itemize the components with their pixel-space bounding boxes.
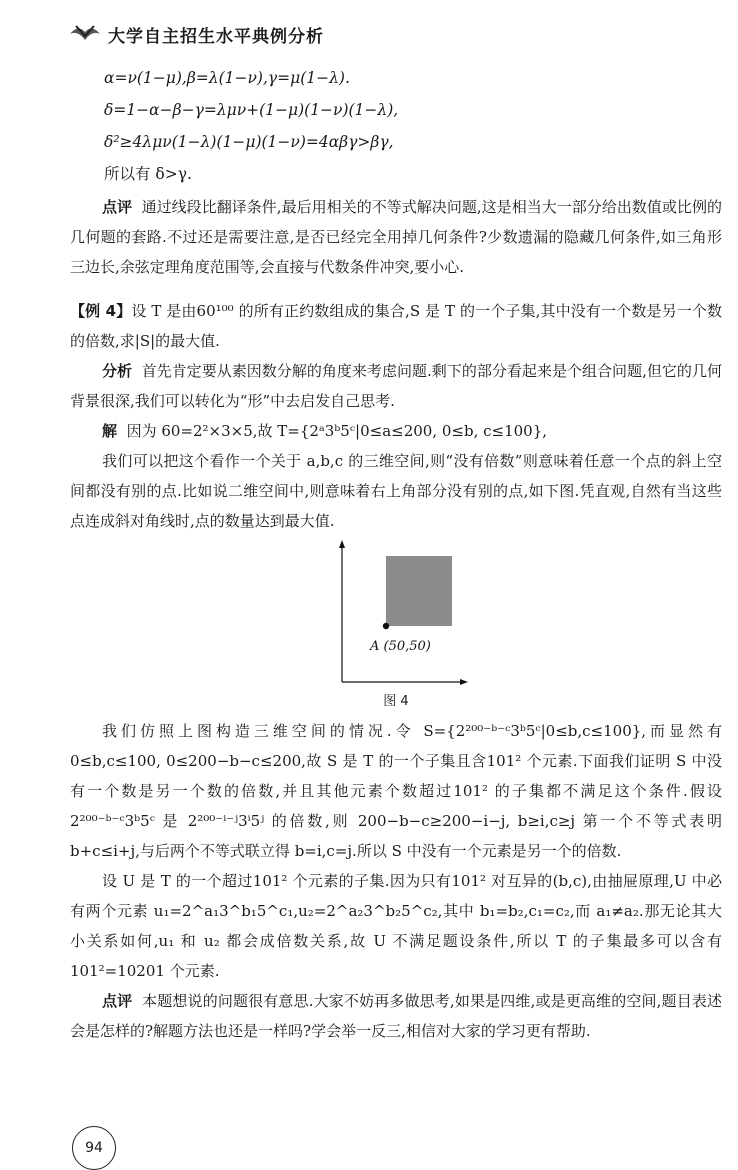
- comment-paragraph: [70, 192, 722, 282]
- comment-text: 本题想说的问题很有意思.大家不妨再多做思考,如果是四维,或是更高维的空间,题目表述会是怎样的?解题方法也还是一样吗?学会举一反三,相信对大家的学习更有帮助.: [70, 992, 722, 1040]
- x-axis-arrow-icon: [460, 679, 468, 685]
- formula-line: δ²≥4λμν(1−λ)(1−μ)(1−ν)=4αβγ>βγ,: [104, 133, 394, 151]
- figure-diagram: [338, 540, 468, 690]
- solution-text: 因为 60=2²×3×5,故 T={2ᵃ3ᵇ5ᶜ|0≤a≤200, 0≤b, c≤100},: [126, 422, 548, 440]
- formula-line: α=ν(1−μ),β=λ(1−ν),γ=μ(1−λ).: [104, 69, 350, 87]
- solution-line: [70, 416, 722, 446]
- page-header: [68, 14, 324, 54]
- book-logo-icon: [68, 20, 102, 48]
- solution-paragraph: 我们可以把这个看作一个关于 a,b,c 的三维空间,则“没有倍数”则意味着任意一个点的斜上空间都没有别的点.比如说二维空间中,则意味着右上角部分没有别的点,如下图.凭直观,自然有当这些点连成斜对角线时,点的数量达到最大值.: [70, 452, 722, 530]
- formula-line: δ=1−α−β−γ=λμν+(1−μ)(1−ν)(1−λ),: [104, 101, 399, 119]
- y-axis-arrow-icon: [339, 540, 345, 548]
- comment-paragraph: [70, 986, 722, 1046]
- figure-caption: 图 4: [383, 694, 409, 709]
- comment-text: 通过线段比翻译条件,最后用相关的不等式解决问题,这是相当大一部分给出数值或比例的几何题的套路.不过还是需要注意,是否已经完全用掉几何条件?少数遗漏的隐藏几何条件,如三角形三边长,余弦定理角度范围等,会直接与代数条件冲突,要小心.: [70, 198, 722, 276]
- page-content: [70, 62, 722, 1046]
- point-a: [383, 623, 389, 629]
- comment-label: 点评: [102, 198, 133, 216]
- solution-paragraph: 设 U 是 T 的一个超过101² 个元素的子集.因为只有101² 对互异的(b,c),由抽屉原理,U 中必有两个元素 u₁=2^a₁3^b₁5^c₁,u₂=2^a₂3^b₂5^c₂,其中 b₁=b₂,c₁=c₂,而 a₁≠a₂.那无论其大小关系如何,u₁ 和 u₂ 都会成倍数关系,故 U 不满足题设条件,所以 T 的子集最多可以含有101²=10201 个元素.: [70, 872, 722, 980]
- upper-right-region: [386, 556, 452, 626]
- analysis-label: 分析: [102, 362, 133, 380]
- point-a-label: A (50,50): [370, 639, 431, 654]
- example-text: 设 T 是由60¹⁰⁰ 的所有正约数组成的集合,S 是 T 的一个子集,其中没有一个数是另一个数的倍数,求|S|的最大值.: [70, 302, 722, 350]
- header-title: 大学自主招生水平典例分析: [108, 26, 324, 47]
- formula-line: 所以有 δ>γ.: [104, 165, 192, 183]
- solution-label: 解: [102, 422, 118, 440]
- page-number: 94: [72, 1126, 116, 1170]
- analysis-text: 首先肯定要从素因数分解的角度来考虑问题.剩下的部分看起来是个组合问题,但它的几何背景很深,我们可以转化为“形”中去启发自己思考.: [70, 362, 722, 410]
- figure-4: [70, 540, 722, 690]
- solution-paragraph: 我们仿照上图构造三维空间的情况.令 S={2²⁰⁰⁻ᵇ⁻ᶜ3ᵇ5ᶜ|0≤b,c≤100},而显然有0≤b,c≤100, 0≤200−b−c≤200,故 S 是 T 的一个子集且含101² 个元素.下面我们证明 S 中没有一个数是另一个数的倍数,并且其他元素个数超过101² 的子集都不满足这个条件.假设 2²⁰⁰⁻ᵇ⁻ᶜ3ᵇ5ᶜ 是 2²⁰⁰⁻ⁱ⁻ʲ3ⁱ5ʲ 的倍数,则 200−b−c≥200−i−j, b≥i,c≥j 第一个不等式表明 b+c≤i+j,与后两个不等式联立得 b=i,c=j.所以 S 中没有一个元素是另一个的倍数.: [70, 722, 722, 860]
- example-label: 【例 4】: [70, 302, 132, 320]
- comment-label: 点评: [102, 992, 133, 1010]
- analysis-paragraph: [70, 356, 722, 416]
- example-paragraph: [70, 296, 722, 356]
